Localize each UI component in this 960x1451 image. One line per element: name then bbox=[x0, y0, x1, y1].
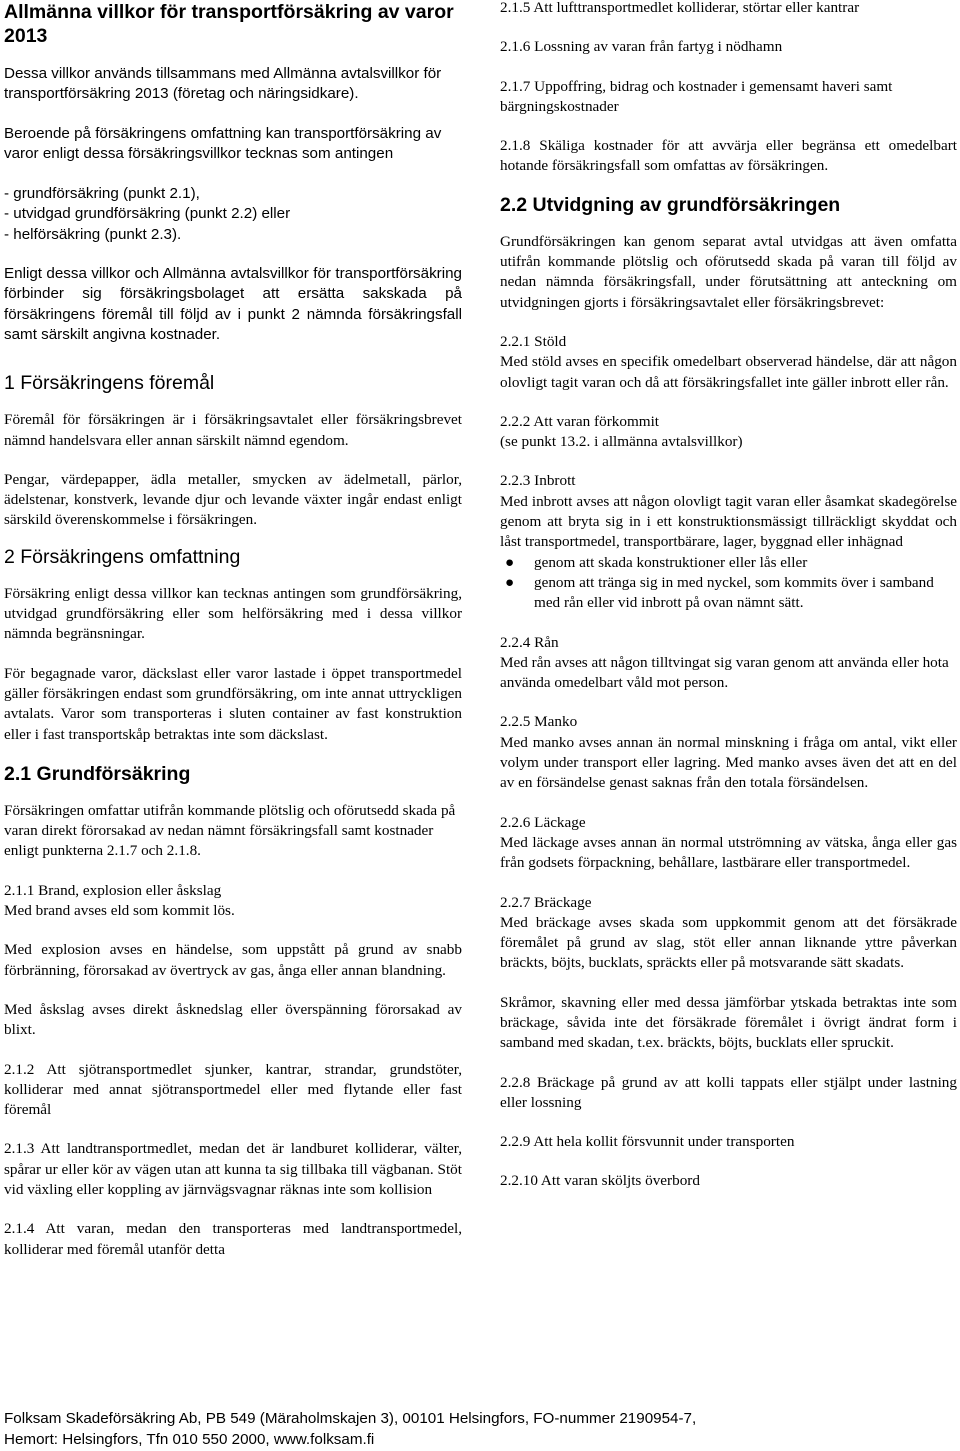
subsection-paragraph: 2.1.5 Att lufttransportmedlet kolliderar, störtar eller kantrar bbox=[500, 0, 860, 16]
subsection-title: 2.2.1 Stöld bbox=[500, 332, 567, 350]
subsection-paragraph: 2.2.10 Att varan sköljts överbord bbox=[500, 1172, 700, 1190]
subsection-paragraph: Med åskslag avses direkt åsknedslag eller överspänning förorsakad av blixt. bbox=[4, 1000, 462, 1039]
subsection-paragraph: Med inbrott avses att någon olovligt tagit varan eller åsamkat skadegörelse genom att bryta sig in i ett konstruktionsmässigt tillräckligt skyddat och låst transportmedel, transportbärare, lager, byggnad eller inhägnad bbox=[500, 492, 957, 551]
list-item bbox=[500, 553, 957, 573]
section-heading-2-1: 2.1 Grundförsäkring bbox=[4, 762, 191, 785]
footer-company-line: Folksam Skadeförsäkring Ab, PB 549 (Märaholmskajen 3), 00101 Helsingfors, FO-nummer 2190954-7, bbox=[4, 1410, 697, 1427]
section-heading-2: 2 Försäkringens omfattning bbox=[4, 545, 241, 568]
section-heading-2-2: 2.2 Utvidgning av grundförsäkringen bbox=[500, 193, 841, 216]
subsection-paragraph: Med läckage avses annan än normal utströmning av vätska, ånga eller gas från godsets förpackning, behållare, lastbärare eller transportmedel. bbox=[500, 833, 957, 872]
section-2-paragraph: För begagnade varor, däckslast eller varor lastade i öppet transportmedel gäller försäkringen endast som grundförsäkring, om inte annat uttryckligen avtalats. Varor som transporteras i sluten container av fast konstruktion eller i fast transportskåp betraktas inte som däckslast. bbox=[4, 664, 462, 743]
subsection-paragraph: Med brand avses eld som kommit lös. bbox=[4, 902, 235, 920]
subsection-paragraph: 2.1.8 Skäliga kostnader för att avvärja eller begränsa ett omedelbart hotande försäkringsfall som omfattas av försäkringen. bbox=[500, 137, 957, 175]
section-2-paragraph: Försäkring enligt dessa villkor kan tecknas antingen som grundförsäkring, utvidgad grundförsäkring eller som helförsäkring med i dessa villkor nämnda begränsningar. bbox=[4, 584, 462, 643]
subsection-title: 2.2.7 Bräckage bbox=[500, 893, 592, 911]
section-1-paragraph: Föremål för försäkringen är i försäkringsavtalet eller försäkringsbrevet nämnd handelsvara eller annan särskilt nämnd egendom. bbox=[4, 411, 462, 449]
section-2-2-paragraph: Grundförsäkringen kan genom separat avtal utvidgas att även omfatta utifrån kommande plötslig och oförutsedd skada på varan till följd av nedan nämnda försäkringsfall, under förutsättning att anteckning om utvidgningen gjorts i försäkringsavtalet eller försäkringsbrevet: bbox=[500, 232, 957, 311]
bullet-icon: ● bbox=[505, 573, 515, 591]
scope-paragraph: Beroende på försäkringens omfattning kan transportförsäkring av varor enligt dessa försäkringsvillkor tecknas som antingen bbox=[4, 124, 442, 162]
intro-paragraph: Dessa villkor används tillsammans med Allmänna avtalsvillkor för transportförsäkring 2013 (företag och näringsidkare). bbox=[4, 65, 442, 103]
subsection-paragraph: Skråmor, skavning eller med dessa jämförbar ytskada betraktas inte som bräckage, såvida inte det försäkrade föremålet i övrigt ändrat form i samband med skadan, t.ex. bräckts, böjts, bucklats eller spruckit. bbox=[500, 993, 957, 1052]
subsection-paragraph: Med manko avses annan än normal minskning i fråga om antal, vikt eller volym under transport eller lagring. Med manko avses även det att en del av en försändelse genast saknas från den totala försändelsen. bbox=[500, 733, 957, 792]
subsection-title: 2.2.5 Manko bbox=[500, 713, 578, 731]
subsection-paragraph: 2.1.4 Att varan, medan den transporteras med landtransportmedel, kolliderar med föremål utanför detta bbox=[4, 1220, 462, 1258]
subsection-paragraph: Med rån avses att någon tilltvingat sig varan genom att använda eller hota använda omedelbart våld mot person. bbox=[500, 653, 949, 692]
section-2-1-paragraph: Försäkringen omfattar utifrån kommande plötslig och oförutsedd skada på varan direkt förorsakad av nedan nämnt försäkringsfall samt kostnader enligt punkterna 2.1.7 och 2.1.8. bbox=[4, 801, 456, 860]
scope-list bbox=[4, 184, 462, 245]
obligation-paragraph: Enligt dessa villkor och Allmänna avtalsvillkor för transportförsäkring förbinder sig försäkringsbolaget att ersätta sakskada på försäkringens föremål till följd av i punkt 2 nämnda försäkringsfall samt särskilt angivna kostnader. bbox=[4, 265, 462, 343]
subsection-title: 2.2.6 Läckage bbox=[500, 813, 586, 831]
subsection-paragraph: 2.1.6 Lossning av varan från fartyg i nödhamn bbox=[500, 38, 783, 56]
section-1-paragraph: Pengar, värdepapper, ädla metaller, smycken av ädelmetall, pärlor, ädelstenar, konstverk, levande djur och levande växter ingår endast enligt särskild överenskommelse i försäkringen. bbox=[4, 470, 462, 529]
bullet-list bbox=[500, 553, 957, 614]
subsection-paragraph: 2.1.2 Att sjötransportmedlet sjunker, kantrar, strandar, grundstöter, kolliderar med annat sjötransportmedel eller med flytande eller fast föremål bbox=[4, 1060, 462, 1119]
list-item: - grundförsäkring (punkt 2.1), bbox=[4, 185, 200, 203]
list-item-text: genom att skada konstruktioner eller lås eller bbox=[534, 553, 808, 571]
list-item: - helförsäkring (punkt 2.3). bbox=[4, 225, 182, 243]
subsection-title: 2.2.4 Rån bbox=[500, 633, 559, 651]
subsection-title: 2.2.2 Att varan förkommit bbox=[500, 412, 660, 430]
subsection-paragraph: Med bräckage avses skada som uppkommit genom att det försäkrade föremålet på grund av slag, stöt eller annan liknande yttre påverkan bräckts, böjts, bucklats, spräckts eller på motsvarande sätt skadats. bbox=[500, 913, 957, 972]
subsection-title: 2.1.1 Brand, explosion eller åskslag bbox=[4, 881, 222, 899]
list-item bbox=[500, 573, 957, 614]
subsection-title: 2.2.3 Inbrott bbox=[500, 472, 576, 490]
subsection-paragraph: Med stöld avses en specifik omedelbart observerad händelse, där att någon olovligt tagit varan och då att försäkringsfallet inte gäller inbrott eller rån. bbox=[500, 353, 957, 391]
bullet-icon: ● bbox=[505, 553, 515, 571]
page-footer bbox=[4, 1409, 956, 1450]
subsection-paragraph: 2.1.3 Att landtransportmedlet, medan det är landburet kolliderar, välter, spårar ur eller kör av vägen utan att kunna ta sig tillbaka till vägbanan. Stöt vid växling eller koppling av järnvägsvagnar räknas inte som kollision bbox=[4, 1140, 462, 1198]
subsection-paragraph: Med explosion avses en händelse, som uppstått på grund av snabb förbränning, förorsakad av övertryck av gas, ånga eller annan blandning. bbox=[4, 941, 462, 979]
subsection-paragraph: (se punkt 13.2. i allmänna avtalsvillkor) bbox=[500, 433, 743, 451]
subsection-paragraph: 2.2.8 Bräckage på grund av att kolli tappats eller stjälpt under lastning eller lossning bbox=[500, 1073, 957, 1111]
footer-contact-line: Hemort: Helsingfors, Tfn 010 550 2000, www.folksam.fi bbox=[4, 1430, 375, 1448]
list-item-text: genom att tränga sig in med nyckel, som kommits över i samband med rån eller vid inbrott på ovan nämnt sätt. bbox=[534, 573, 934, 612]
right-column bbox=[500, 0, 957, 1192]
subsection-paragraph: 2.1.7 Uppoffring, bidrag och kostnader i gemensamt haveri samt bärgningskostnader bbox=[500, 77, 893, 115]
subsection-paragraph: 2.2.9 Att hela kollit försvunnit under transporten bbox=[500, 1133, 795, 1151]
list-item: - utvidgad grundförsäkring (punkt 2.2) eller bbox=[4, 205, 291, 223]
document-title: Allmänna villkor för transportförsäkring av varor 2013 bbox=[4, 1, 454, 47]
left-column bbox=[4, 0, 462, 1260]
section-heading-1: 1 Försäkringens föremål bbox=[4, 372, 215, 395]
